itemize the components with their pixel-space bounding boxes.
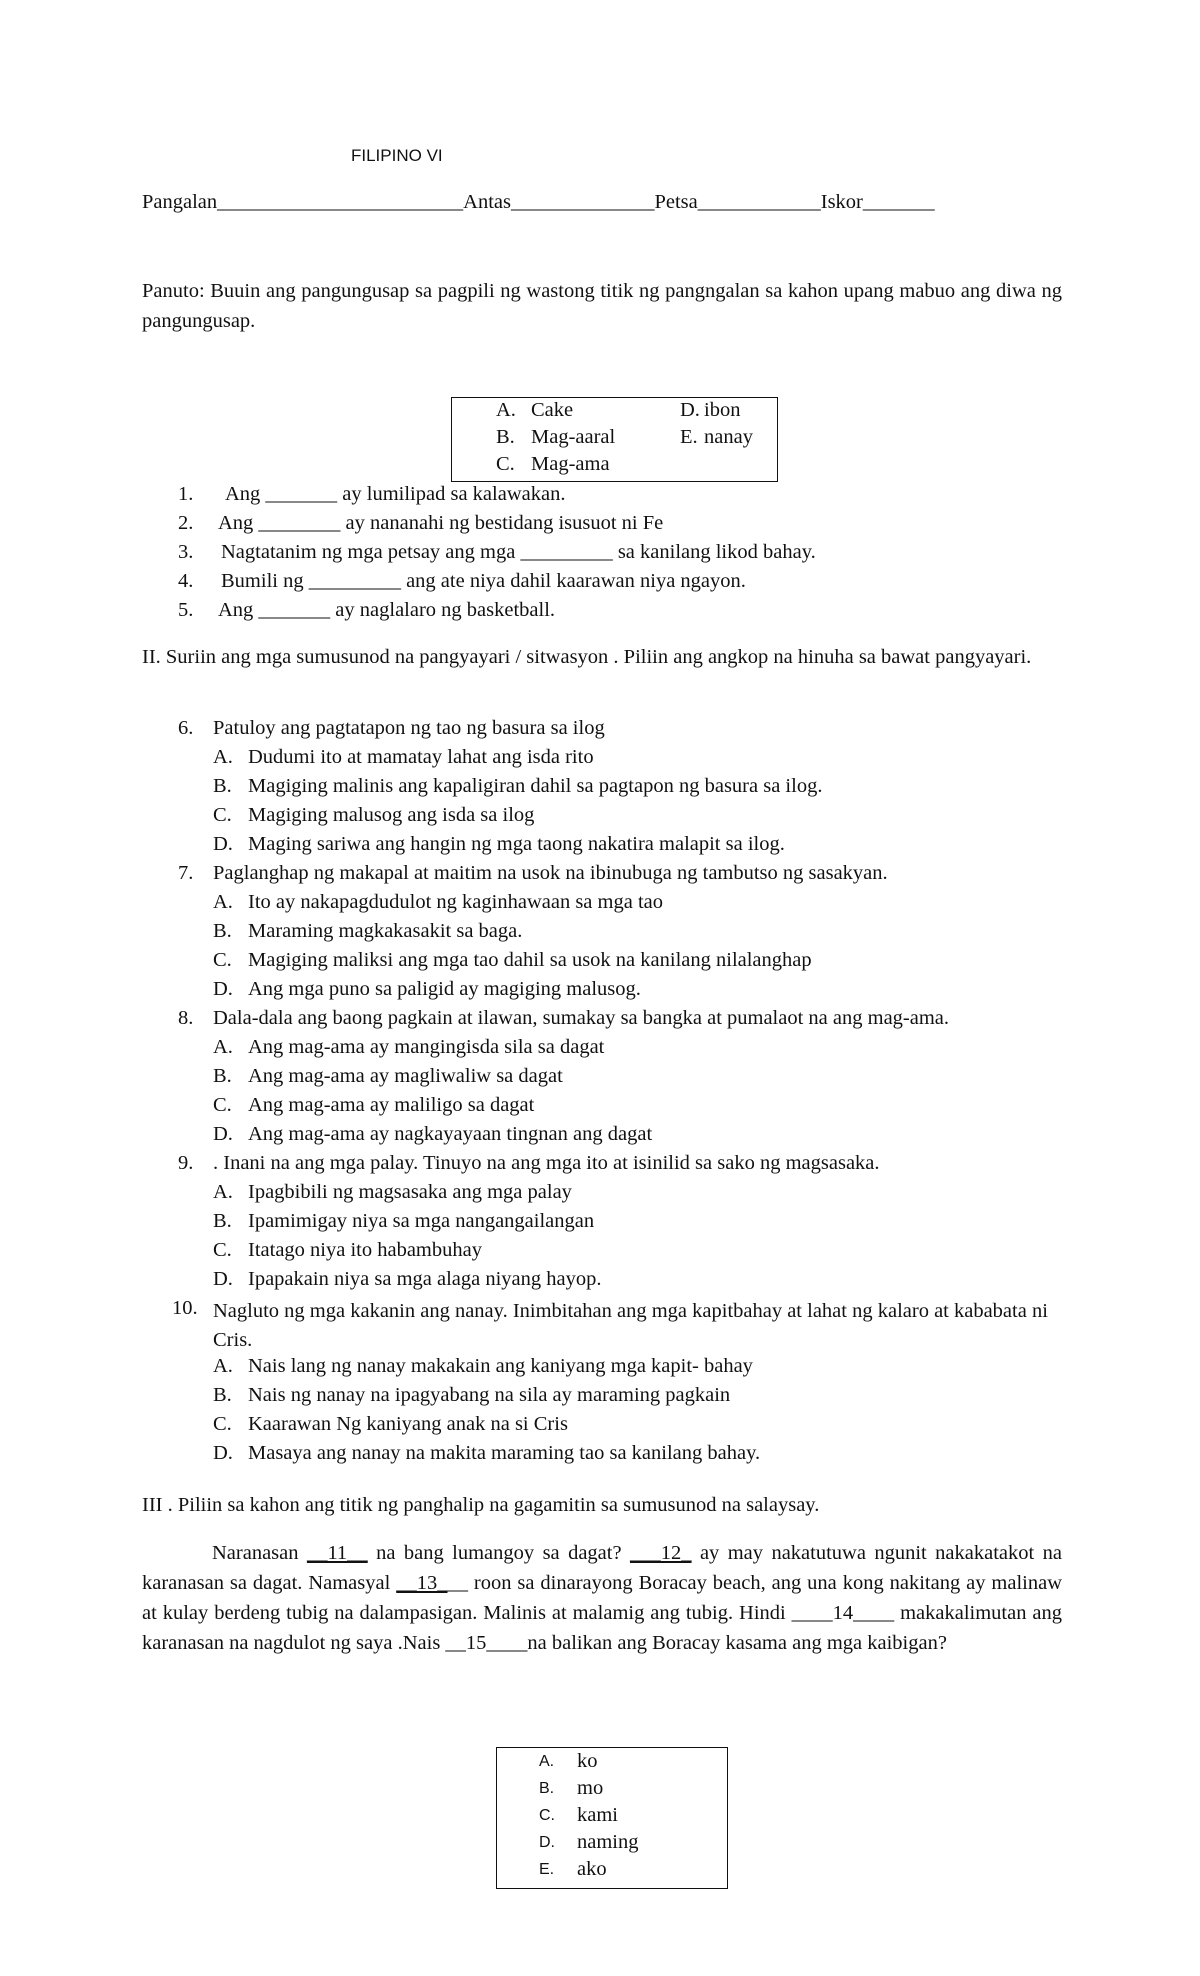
question-number: 7.	[178, 862, 194, 884]
option-letter: D.	[213, 833, 233, 855]
item-number: 2.	[178, 512, 194, 534]
option-text: Magiging maliksi ang mga tao dahil sa usok na kanilang nilalanghap	[248, 949, 812, 971]
choice-letter: C.	[539, 1807, 555, 1824]
option-text: Maraming magkakasakit sa baga.	[248, 920, 523, 942]
choice-letter: E.	[539, 1861, 555, 1878]
part3-passage	[142, 1538, 1062, 1658]
option-letter: A.	[213, 891, 233, 913]
option-text: Kaarawan Ng kaniyang anak na si Cris	[248, 1413, 568, 1435]
question-number: 8.	[178, 1007, 194, 1029]
item-number: 1.	[178, 483, 194, 505]
item-text: Ang ________ ay nananahi ng bestidang isusuot ni Fe	[218, 512, 664, 534]
option-letter: C.	[213, 1413, 232, 1435]
part2-instruction: II. Suriin ang mga sumusunod na pangyayari / sitwasyon . Piliin ang angkop na hinuha sa bawat pangyayari.	[142, 646, 1032, 668]
choice-letter: A.	[539, 1753, 555, 1770]
item-number: 5.	[178, 599, 194, 621]
option-text: Itatago niya ito habambuhay	[248, 1239, 482, 1261]
item-text: Nagtatanim ng mga petsay ang mga _________ sa kanilang likod bahay.	[221, 541, 816, 563]
question-number: 6.	[178, 717, 194, 739]
part1-choice-box	[451, 397, 778, 482]
choice-letter: B.	[539, 1780, 555, 1797]
option-letter: B.	[213, 1384, 232, 1406]
option-text: Ang mga puno sa paligid ay magiging malusog.	[248, 978, 641, 1000]
option-letter: A.	[213, 746, 233, 768]
question-text: . Inani na ang mga palay. Tinuyo na ang mga ito at isinilid sa sako ng magsasaka.	[213, 1152, 880, 1174]
question-text: Nagluto ng mga kakanin ang nanay. Inimbitahan ang mga kapitbahay at lahat ng kalaro at kababata ni Cris.	[213, 1300, 1048, 1351]
passage-text: Naranasan	[212, 1542, 307, 1564]
option-letter: B.	[213, 1065, 232, 1087]
option-text: Ipamimigay niya sa mga nangangailangan	[248, 1210, 595, 1232]
blank-11: __11__	[306, 1542, 368, 1564]
student-info-line: Pangalan________________________Antas______________Petsa____________Iskor_______	[142, 191, 935, 213]
option-letter: D.	[213, 978, 233, 1000]
option-letter: B.	[213, 775, 232, 797]
question-text: Dala-dala ang baong pagkain at ilawan, sumakay sa bangka at pumalaot na ang mag-ama.	[213, 1007, 950, 1029]
question-number: 10.	[172, 1297, 198, 1319]
option-text: Ang mag-ama ay mangingisda sila sa dagat	[248, 1036, 605, 1058]
option-text: Ang mag-ama ay maliligo sa dagat	[248, 1094, 535, 1116]
option-letter: B.	[213, 1210, 232, 1232]
option-text: Ipapakain niya sa mga alaga niyang hayop.	[248, 1268, 602, 1290]
choice-text: ako	[577, 1858, 607, 1880]
option-letter: D.	[213, 1442, 233, 1464]
choice-text: mo	[577, 1777, 604, 1799]
option-text: Nais ng nanay na ipagyabang na sila ay maraming pagkain	[248, 1384, 731, 1406]
option-letter: A.	[213, 1036, 233, 1058]
question-number: 9.	[178, 1152, 194, 1174]
choice-letter: E.	[680, 426, 698, 448]
item-text: Ang _______ ay lumilipad sa kalawakan.	[225, 483, 566, 505]
option-text: Ipagbibili ng magsasaka ang mga palay	[248, 1181, 572, 1203]
question-text: Paglanghap ng makapal at maitim na usok na ibinubuga ng tambutso ng sasakyan.	[213, 862, 888, 884]
passage-text: __ roon sa dinarayong Boracay beach, ang una kong nakitang ay malinaw at kulay berdeng tubig na dalampasigan. Malinis at malamig ang tubig. Hindi ____14____ makakalimutan ang karanasan na nagdulot ng saya .Nais __15____na balikan ang Boracay kasama ang mga kaibigan?	[142, 1572, 1062, 1654]
part3-instruction: III . Piliin sa kahon ang titik ng panghalip na gagamitin sa sumusunod na salaysay.	[142, 1494, 820, 1516]
option-text: Masaya ang nanay na makita maraming tao sa kanilang bahay.	[248, 1442, 761, 1464]
option-text: Magiging malusog ang isda sa ilog	[248, 804, 535, 826]
option-text: Nais lang ng nanay makakain ang kaniyang mga kapit- bahay	[248, 1355, 753, 1377]
option-letter: D.	[213, 1268, 233, 1290]
option-letter: A.	[213, 1355, 233, 1377]
choice-text: ibon	[704, 399, 741, 421]
choice-text: ko	[577, 1750, 598, 1772]
choice-letter: B.	[496, 426, 515, 448]
worksheet-title: FILIPINO VI	[351, 146, 443, 165]
question-text: Patuloy ang pagtatapon ng tao ng basura sa ilog	[213, 717, 605, 739]
option-text: Maging sariwa ang hangin ng mga taong nakatira malapit sa ilog.	[248, 833, 785, 855]
choice-letter: A.	[496, 399, 516, 421]
option-letter: B.	[213, 920, 232, 942]
choice-letter: D.	[539, 1834, 555, 1851]
option-letter: C.	[213, 1239, 232, 1261]
option-letter: A.	[213, 1181, 233, 1203]
option-text: Dudumi ito at mamatay lahat ang isda rito	[248, 746, 594, 768]
item-text: Ang _______ ay naglalaro ng basketball.	[218, 599, 556, 621]
choice-letter: C.	[496, 453, 515, 475]
option-letter: C.	[213, 949, 232, 971]
option-text: Ito ay nakapagdudulot ng kaginhawaan sa mga tao	[248, 891, 663, 913]
item-number: 3.	[178, 541, 194, 563]
choice-text: Mag-aaral	[531, 426, 616, 448]
item-number: 4.	[178, 570, 194, 592]
blank-12: ___12_	[630, 1542, 692, 1564]
option-letter: D.	[213, 1123, 233, 1145]
choice-text: kami	[577, 1804, 618, 1826]
choice-text: Mag-ama	[531, 453, 610, 475]
passage-text: na bang lumangoy sa dagat?	[367, 1542, 631, 1564]
option-text: Magiging malinis ang kapaligiran dahil sa pagtapon ng basura sa ilog.	[248, 775, 823, 797]
choice-text: nanay	[704, 426, 753, 448]
choice-text: naming	[577, 1831, 639, 1853]
passage-text: ay may nakatutuwa ngunit nakakatakot na karanasan sa dagat. Namasyal	[142, 1542, 1062, 1594]
item-text: Bumili ng _________ ang ate niya dahil kaarawan niya ngayon.	[221, 570, 746, 592]
option-text: Ang mag-ama ay magliwaliw sa dagat	[248, 1065, 563, 1087]
option-letter: C.	[213, 804, 232, 826]
option-letter: C.	[213, 1094, 232, 1116]
part3-choice-box	[496, 1747, 728, 1889]
option-text: Ang mag-ama ay nagkayayaan tingnan ang dagat	[248, 1123, 653, 1145]
blank-13: __13_	[396, 1572, 448, 1594]
part1-instruction: Panuto: Buuin ang pangungusap sa pagpili ng wastong titik ng pangngalan sa kahon upang mabuo ang diwa ng pangungusap.	[142, 280, 1062, 332]
choice-letter: D.	[680, 399, 700, 421]
choice-text: Cake	[531, 399, 574, 421]
